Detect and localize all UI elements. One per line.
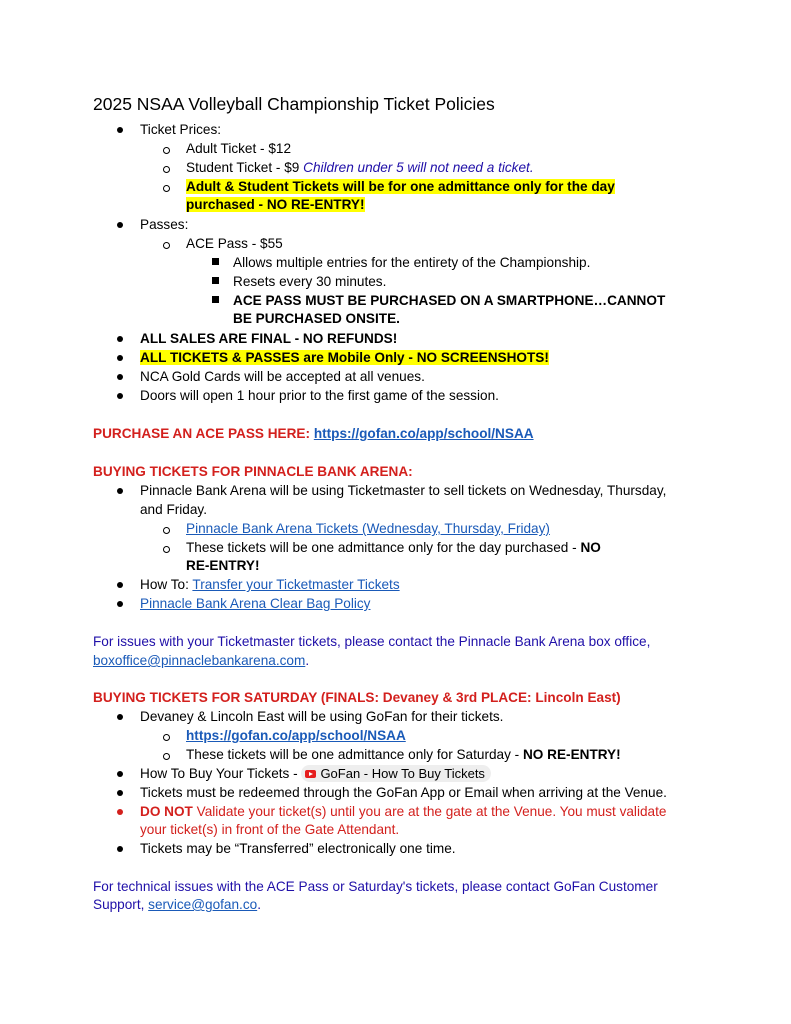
pinnacle-ticketmaster-line-2: and Friday. bbox=[140, 502, 207, 517]
bullet-circle bbox=[163, 147, 170, 154]
page-title: 2025 NSAA Volleyball Championship Ticket Policies bbox=[93, 94, 495, 114]
bullet-circle bbox=[163, 546, 170, 553]
ticket-prices-heading: Ticket Prices: bbox=[140, 122, 222, 137]
bullet-dot-red bbox=[117, 809, 123, 815]
admittance-line-2: purchased - NO RE-ENTRY! bbox=[186, 197, 365, 212]
gofan-contact-line-1: For technical issues with the ACE Pass or Saturday's tickets, please contact GoFan Customer bbox=[93, 879, 658, 894]
bullet-circle bbox=[163, 527, 170, 534]
pinnacle-howto-label: How To: bbox=[140, 577, 193, 592]
bullet-circle bbox=[163, 185, 170, 192]
validate-text: Validate your ticket(s) until you are at the gate at the Venue. You must validate bbox=[192, 804, 667, 819]
admittance-line-1: Adult & Student Tickets will be for one admittance only for the day bbox=[186, 179, 615, 194]
bullet-circle bbox=[163, 242, 170, 249]
ace-multiple-entries: Allows multiple entries for the entirety of the Championship. bbox=[233, 255, 591, 270]
bullet-dot bbox=[117, 714, 123, 720]
bullet-square bbox=[212, 258, 219, 265]
clear-bag-policy-link[interactable]: Pinnacle Bank Arena Clear Bag Policy bbox=[140, 596, 371, 611]
passes-heading: Passes: bbox=[140, 217, 189, 232]
bullet-dot bbox=[117, 582, 123, 588]
gofan-contact-line-2 bbox=[93, 896, 261, 914]
ticketmaster-contact-period: . bbox=[305, 653, 310, 668]
saturday-howto-label: How To Buy Your Tickets - bbox=[140, 766, 302, 781]
admittance-note-cont bbox=[186, 196, 365, 214]
ace-pass-price: ACE Pass - $55 bbox=[186, 236, 283, 251]
redeem-note: Tickets must be redeemed through the GoFan App or Email when arriving at the Venue. bbox=[140, 785, 667, 800]
admittance-note bbox=[186, 178, 615, 196]
gofan-video-chip-label: GoFan - How To Buy Tickets bbox=[320, 766, 485, 781]
pinnacle-reentry: RE-ENTRY! bbox=[186, 558, 260, 573]
transferred-note: Tickets may be “Transferred” electronically one time. bbox=[140, 841, 456, 856]
pinnacle-tickets-link[interactable]: Pinnacle Bank Arena Tickets (Wednesday, Thursday, Friday) bbox=[186, 521, 550, 536]
adult-ticket-price: Adult Ticket - $12 bbox=[186, 141, 292, 156]
pinnacle-admittance-text: These tickets will be one admittance only for the day purchased - bbox=[186, 540, 581, 555]
bullet-dot bbox=[117, 771, 123, 777]
bullet-dot bbox=[117, 846, 123, 852]
gofan-service-email-link[interactable]: service@gofan.co bbox=[148, 897, 258, 912]
bullet-dot bbox=[117, 336, 123, 342]
student-ticket-price bbox=[186, 159, 534, 177]
ace-purchase-line bbox=[93, 425, 534, 443]
children-note: Children under 5 will not need a ticket. bbox=[303, 160, 534, 175]
bullet-dot bbox=[117, 127, 123, 133]
sales-final: ALL SALES ARE FINAL - NO REFUNDS! bbox=[140, 331, 398, 346]
pinnacle-admittance bbox=[186, 539, 601, 557]
ace-smartphone-line-2: BE PURCHASED ONSITE. bbox=[233, 311, 400, 326]
bullet-dot bbox=[117, 601, 123, 607]
pinnacle-ticketmaster-line-1: Pinnacle Bank Arena will be using Ticketmaster to sell tickets on Wednesday, Thursday, bbox=[140, 483, 667, 498]
boxoffice-email-link[interactable]: boxoffice@pinnaclebankarena.com bbox=[93, 653, 306, 668]
pinnacle-howto bbox=[140, 576, 400, 594]
bullet-dot bbox=[117, 374, 123, 380]
bullet-square bbox=[212, 296, 219, 303]
ace-resets: Resets every 30 minutes. bbox=[233, 274, 387, 289]
student-ticket-text: Student Ticket - $9 bbox=[186, 160, 300, 175]
bullet-dot bbox=[117, 488, 123, 494]
transfer-ticketmaster-link[interactable]: Transfer your Ticketmaster Tickets bbox=[192, 577, 400, 592]
pinnacle-heading: BUYING TICKETS FOR PINNACLE BANK ARENA: bbox=[93, 464, 413, 479]
gofan-contact-period: . bbox=[257, 897, 261, 912]
ace-purchase-label: PURCHASE AN ACE PASS HERE: bbox=[93, 426, 314, 441]
saturday-heading: BUYING TICKETS FOR SATURDAY (FINALS: Devaney & 3rd PLACE: Lincoln East) bbox=[93, 690, 621, 705]
pinnacle-no: NO bbox=[580, 540, 601, 555]
gofan-video-chip[interactable] bbox=[301, 765, 491, 782]
bullet-dot bbox=[117, 355, 123, 361]
bullet-circle bbox=[163, 753, 170, 760]
ticketmaster-contact-line-1: For issues with your Ticketmaster tickets, please contact the Pinnacle Bank Arena box office, bbox=[93, 634, 651, 649]
do-not-text: DO NOT bbox=[140, 804, 193, 819]
youtube-icon bbox=[305, 770, 316, 778]
validate-note-line-1 bbox=[140, 803, 666, 821]
mobile-only-note bbox=[140, 349, 549, 367]
bullet-dot bbox=[117, 790, 123, 796]
doors-open: Doors will open 1 hour prior to the first game of the session. bbox=[140, 388, 499, 403]
ace-smartphone-line-1: ACE PASS MUST BE PURCHASED ON A SMARTPHONE…CANNOT bbox=[233, 293, 666, 308]
bullet-circle bbox=[163, 734, 170, 741]
gofan-contact-prefix: Support, bbox=[93, 897, 149, 912]
ticketmaster-contact-line-2 bbox=[93, 652, 309, 670]
saturday-gofan-line: Devaney & Lincoln East will be using GoFan for their tickets. bbox=[140, 709, 504, 724]
validate-note-line-2: your ticket(s) in front of the Gate Attendant. bbox=[140, 822, 400, 837]
bullet-dot bbox=[117, 222, 123, 228]
saturday-gofan-link[interactable]: https://gofan.co/app/school/NSAA bbox=[186, 728, 406, 743]
bullet-circle bbox=[163, 166, 170, 173]
saturday-admittance bbox=[186, 746, 621, 764]
bullet-dot bbox=[117, 393, 123, 399]
bullet-square bbox=[212, 277, 219, 284]
saturday-admittance-text: These tickets will be one admittance only for Saturday - bbox=[186, 747, 523, 762]
saturday-howto bbox=[140, 765, 491, 783]
saturday-no-reentry: NO RE-ENTRY! bbox=[522, 747, 621, 762]
mobile-only-text: ALL TICKETS & PASSES are Mobile Only - NO SCREENSHOTS! bbox=[140, 350, 549, 365]
ace-purchase-link[interactable]: https://gofan.co/app/school/NSAA bbox=[313, 426, 534, 441]
nca-gold-cards: NCA Gold Cards will be accepted at all venues. bbox=[140, 369, 425, 384]
